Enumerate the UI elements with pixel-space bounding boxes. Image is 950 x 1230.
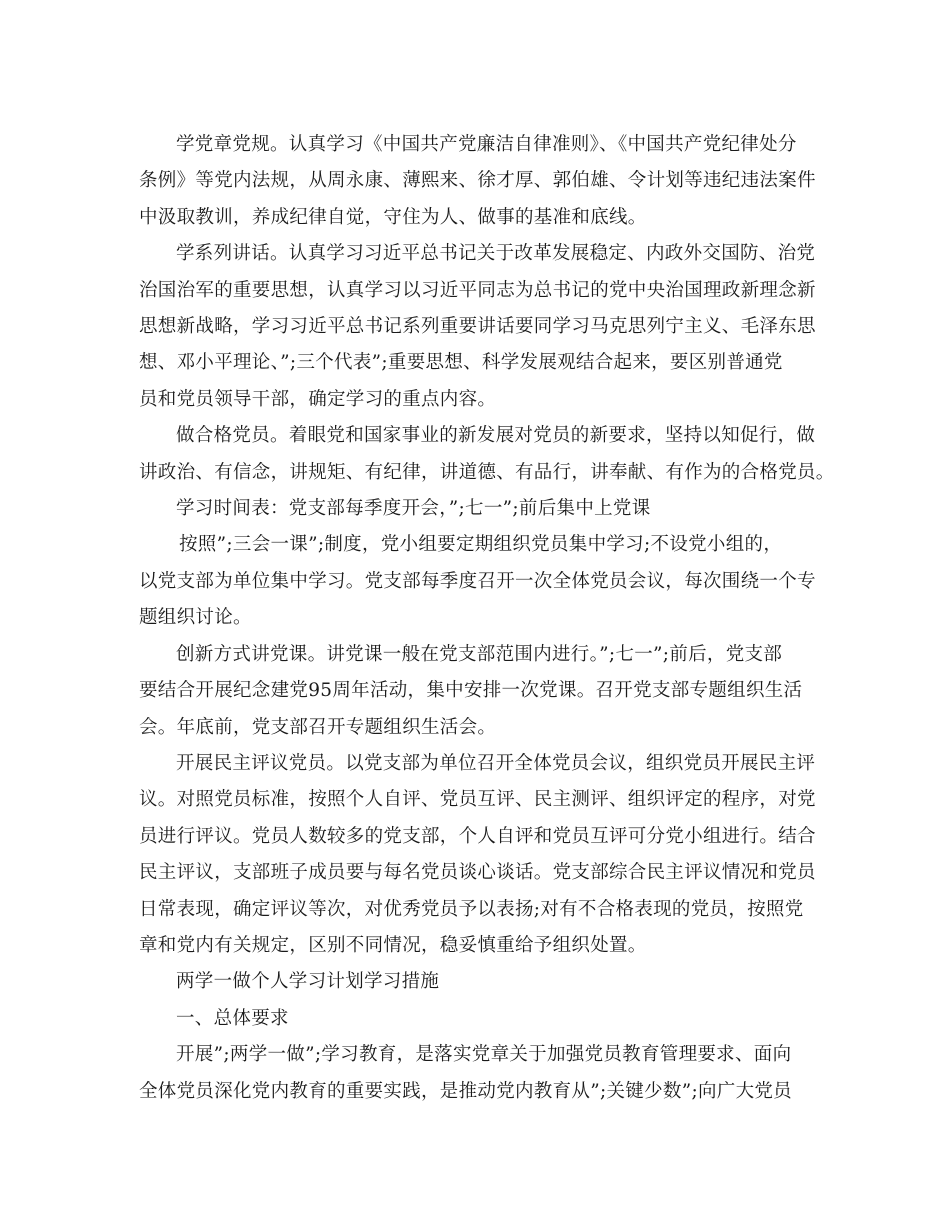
text-line: 学习时间表：党支部每季度开会，”;七一”;前后集中上党课 <box>176 498 651 520</box>
paragraph-democratic-review <box>139 746 819 964</box>
text-line: 学系列讲话。认真学习习近平总书记关于改革发展稳定、内政外交国防、治党 <box>176 243 816 265</box>
text-line: 民主评议，支部班子成员要与每名党员谈心谈话。党支部综合民主评议情况和党员 <box>139 862 816 884</box>
paragraph-three-meetings <box>139 527 819 636</box>
paragraph-schedule <box>139 491 819 527</box>
text-line: 想、邓小平理论、”;三个代表”;重要思想、科学发展观结合起来，要区别普通党 <box>139 352 783 374</box>
paragraph-plan-title <box>139 964 819 1000</box>
text-line: 开展”;两学一做”;学习教育，是落实党章关于加强党员教育管理要求、面向 <box>176 1044 792 1066</box>
paragraph-party-lecture <box>139 637 819 746</box>
text-line: 以党支部为单位集中学习。党支部每季度召开一次全体党员会议，每次围绕一个专 <box>139 570 816 592</box>
text-line: 日常表现，确定评议等次，对优秀党员予以表扬;对有不合格表现的党员，按照党 <box>139 898 804 920</box>
text-line: 条例》等党内法规，从周永康、薄熙来、徐才厚、郭伯雄、令计划等违纪违法案件 <box>139 170 816 192</box>
text-line: 开展民主评议党员。以党支部为单位召开全体党员会议，组织党员开展民主评 <box>176 752 816 774</box>
text-line: 题组织讨论。 <box>139 607 252 629</box>
text-line: 全体党员深化党内教育的重要实践，是推动党内教育从”;关键少数”;向广大党员 <box>139 1080 792 1102</box>
text-line: 学党章党规。认真学习《中国共产党廉洁自律准则》、《中国共产党纪律处分 <box>176 134 797 155</box>
text-line: 要结合开展纪念建党95周年活动，集中安排一次党课。召开党支部专题组织生活 <box>139 680 803 702</box>
text-line: 议。对照党员标准，按照个人自评、党员互评、民主测评、组织评定的程序，对党 <box>139 789 816 811</box>
paragraph-section-one <box>139 1001 819 1037</box>
text-line: 治国治军的重要思想，认真学习以习近平同志为总书记的党中央治国理政新理念新 <box>139 279 816 301</box>
text-line: 中汲取教训，养成纪律自觉，守住为人、做事的基准和底线。 <box>139 206 647 228</box>
heading-line: 两学一做个人学习计划学习措施 <box>176 971 440 993</box>
text-line: 员进行评议。党员人数较多的党支部，个人自评和党员互评可分党小组进行。结合 <box>139 825 816 847</box>
paragraph-general-requirements <box>139 1037 819 1110</box>
text-line: 做合格党员。着眼党和国家事业的新发展对党员的新要求，坚持以知促行，做 <box>176 425 816 447</box>
text-line: 讲政治、有信念，讲规矩、有纪律，讲道德、有品行，讲奉献、有作为的合格党员。 <box>139 461 835 483</box>
paragraph-study-speeches <box>139 236 819 418</box>
text-line: 员和党员领导干部，确定学习的重点内容。 <box>139 388 497 410</box>
text-line: 会。年底前，党支部召开专题组织生活会。 <box>139 716 497 738</box>
heading-line: 一、总体要求 <box>176 1007 289 1029</box>
text-line: 按照”;三会一课”;制度，党小组要定期组织党员集中学习;不设党小组的， <box>179 534 783 556</box>
document-body <box>139 127 835 1110</box>
text-line: 思想新战略，学习习近平总书记系列重要讲话要同学习马克思列宁主义、毛泽东思 <box>139 316 816 338</box>
text-line: 创新方式讲党课。讲党课一般在党支部范围内进行。”;七一”;前后，党支部 <box>176 643 783 665</box>
paragraph-qualified-member <box>139 418 835 491</box>
text-line: 章和党内有关规定，区别不同情况，稳妥慎重给予组织处置。 <box>139 934 647 956</box>
paragraph-study-charter <box>139 127 819 236</box>
